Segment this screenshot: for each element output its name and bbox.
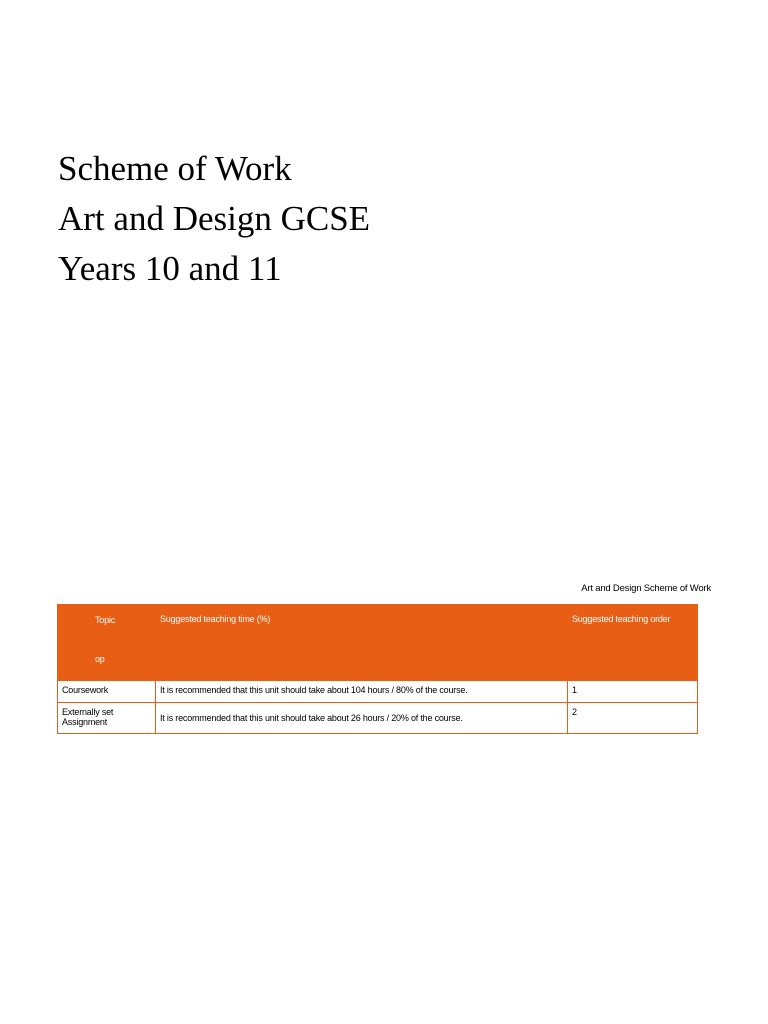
header-topic xyxy=(58,605,156,681)
header-topic-sub: op xyxy=(95,654,105,664)
cell-order: 2 xyxy=(568,703,698,734)
title-line-scheme: Scheme of Work xyxy=(58,149,292,188)
title-line-subject: Art and Design GCSE xyxy=(58,199,371,238)
header-teaching-order: Suggested teaching order xyxy=(568,605,698,681)
title-line-years: Years 10 and 11 xyxy=(58,249,282,288)
running-header: Art and Design Scheme of Work xyxy=(581,583,711,594)
document-title xyxy=(58,144,370,294)
cell-order: 1 xyxy=(568,681,698,703)
cell-topic: Externally set Assignment xyxy=(58,703,156,734)
header-teaching-time: Suggested teaching time (%) xyxy=(156,605,568,681)
header-topic-label: Topic xyxy=(95,615,116,625)
teaching-scheme-table xyxy=(57,604,698,734)
cell-topic: Coursework xyxy=(58,681,156,703)
cell-time: It is recommended that this unit should take about 26 hours / 20% of the course. xyxy=(156,703,568,734)
cell-time: It is recommended that this unit should take about 104 hours / 80% of the course. xyxy=(156,681,568,703)
table-header-row xyxy=(58,605,698,681)
table-row xyxy=(58,681,698,703)
table-row xyxy=(58,703,698,734)
